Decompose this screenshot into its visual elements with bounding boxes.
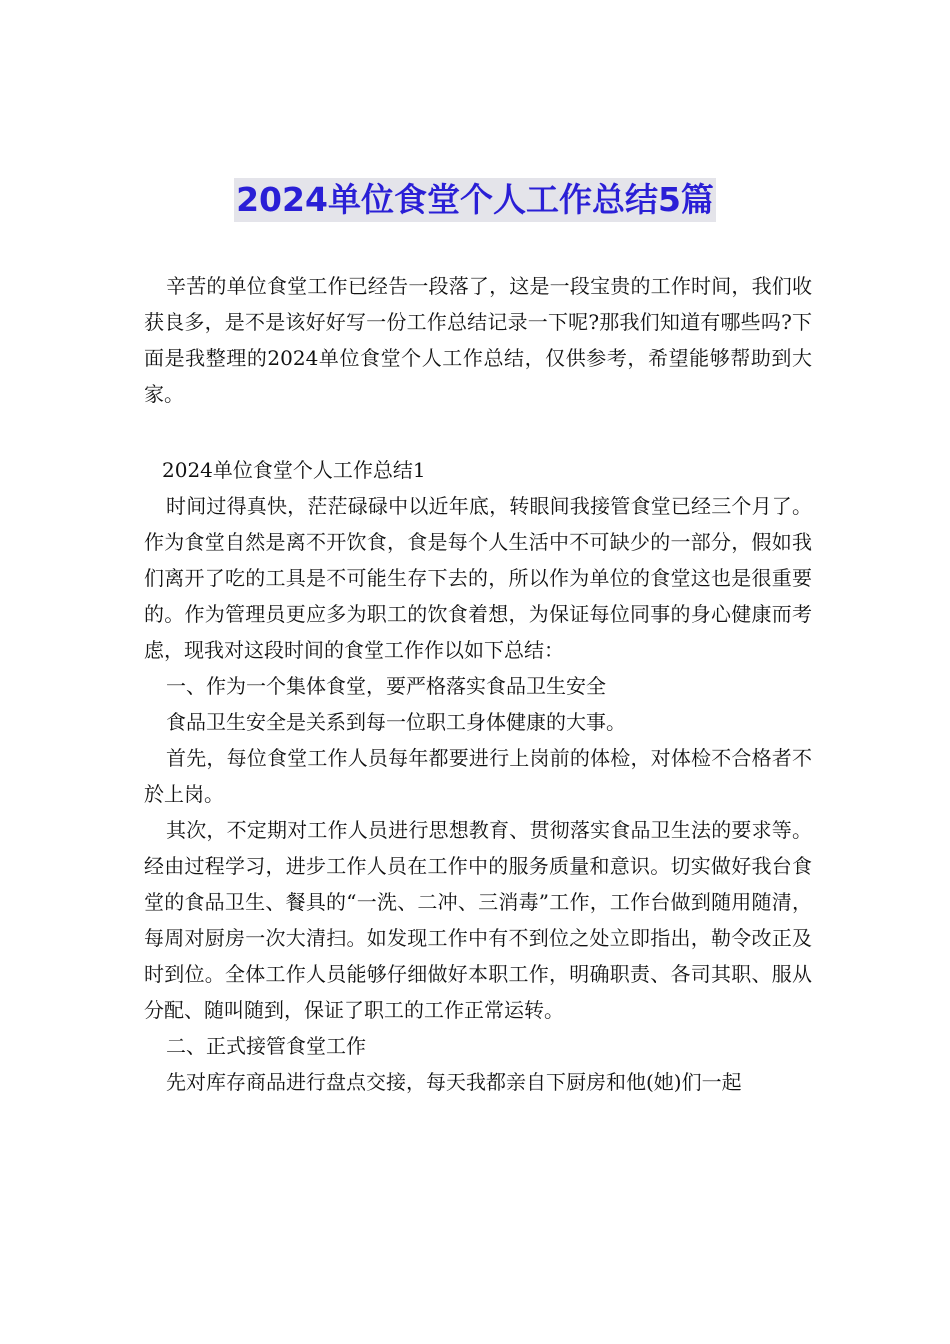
section-title: 2024单位食堂个人工作总结1 bbox=[162, 458, 426, 482]
content-block bbox=[144, 452, 812, 1100]
paragraph: 其次，不定期对工作人员进行思想教育、贯彻落实食品卫生法的要求等。经由过程学习，进步工作人员在工作中的服务质量和意识。切实做好我台食堂的食品卫生、餐具的“一洗、二冲、三消毒”工作，工作台做到随用随清，每周对厨房一次大清扫。如发现工作中有不到位之处立即指出，勒令改正及时到位。全体工作人员能够仔细做好本职工作，明确职责、各司其职、服从分配、随叫随到，保证了职工的工作正常运转。 bbox=[144, 818, 812, 1022]
paragraph: 首先，每位食堂工作人员每年都要进行上岗前的体检，对体检不合格者不於上岗。 bbox=[144, 746, 812, 806]
intro-block bbox=[144, 268, 812, 412]
paragraph: 先对库存商品进行盘点交接，每天我都亲自下厨房和他(她)们一起 bbox=[166, 1070, 742, 1094]
document-title: 2024单位食堂个人工作总结5篇 bbox=[234, 178, 716, 222]
paragraph: 食品卫生安全是关系到每一位职工身体健康的大事。 bbox=[166, 710, 626, 734]
intro-paragraph: 辛苦的单位食堂工作已经告一段落了，这是一段宝贵的工作时间，我们收获良多，是不是该好好写一份工作总结记录一下呢?那我们知道有哪些吗?下面是我整理的2024单位食堂个人工作总结，仅供参考，希望能够帮助到大家。 bbox=[144, 274, 812, 406]
title-container bbox=[0, 178, 950, 222]
paragraph: 一、作为一个集体食堂，要严格落实食品卫生安全 bbox=[166, 674, 606, 698]
paragraph: 时间过得真快，茫茫碌碌中以近年底，转眼间我接管食堂已经三个月了。作为食堂自然是离不开饮食，食是每个人生活中不可缺少的一部分，假如我们离开了吃的工具是不可能生存下去的，所以作为单位的食堂这也是很重要的。作为管理员更应多为职工的饮食着想，为保证每位同事的身心健康而考虑，现我对这段时间的食堂工作作以如下总结： bbox=[144, 494, 812, 662]
paragraph: 二、正式接管食堂工作 bbox=[166, 1034, 366, 1058]
